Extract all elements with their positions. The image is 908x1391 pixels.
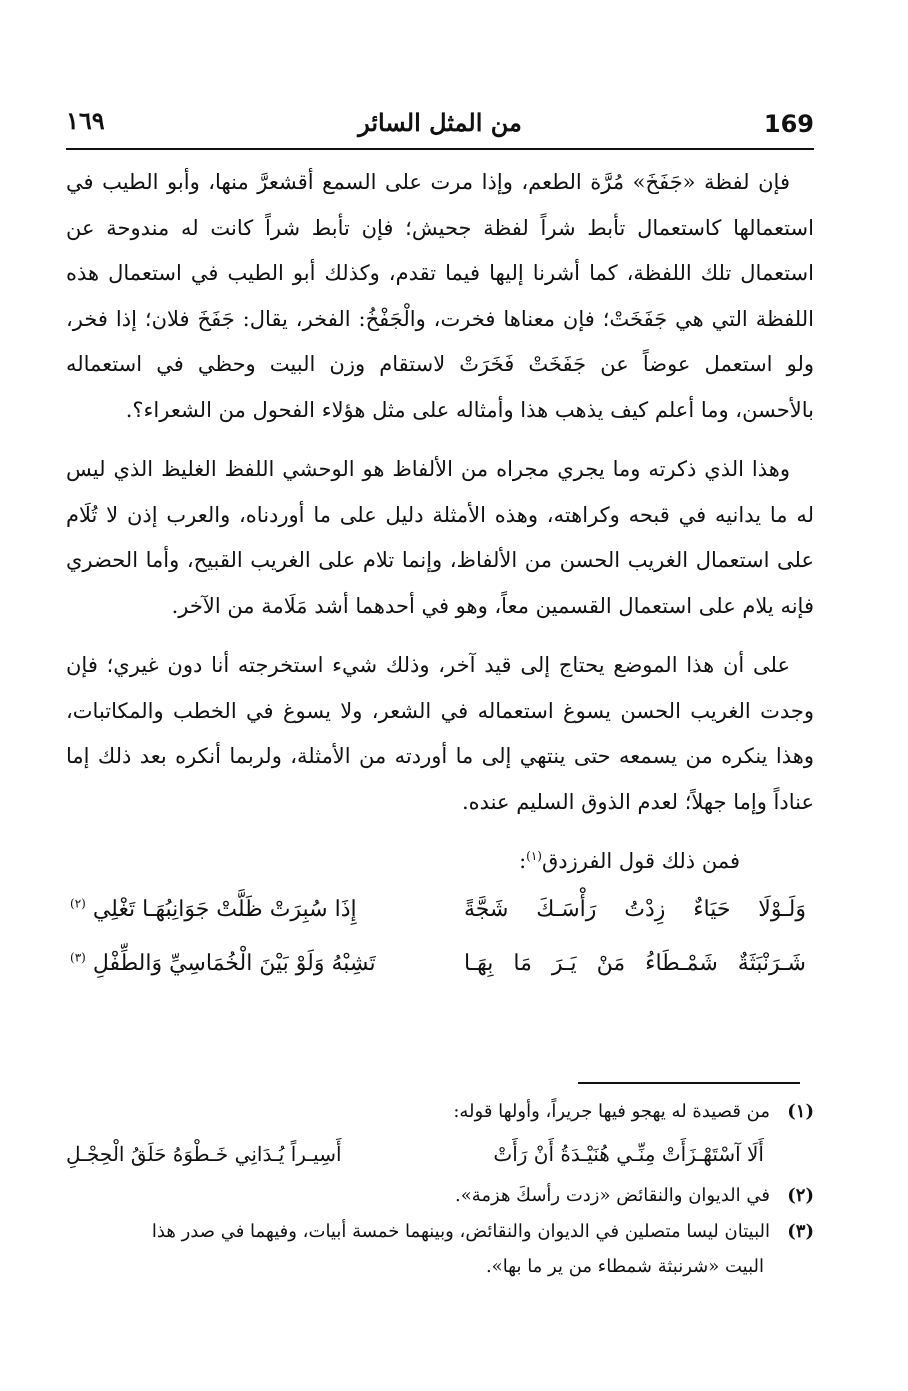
footnote-ref-3: (٣) xyxy=(70,950,86,965)
footnote-ref-1: (١) xyxy=(526,849,542,863)
footnote-2 xyxy=(66,1178,814,1214)
verse-1-second-text: إِذَا سُبِرَتْ ظَلَّتْ جَوَانِبُهَـا تَغْلِي xyxy=(92,897,357,922)
footnote-1-text: من قصيدة له يهجو فيها جريراً، وأولها قوله: xyxy=(453,1101,770,1122)
page-number-arabic: ١٦٩ xyxy=(66,106,105,135)
footnote-3-number: (٣) xyxy=(787,1221,814,1242)
footnote-2-text: في الديوان والنقائض «زدت رأسكَ هزمة». xyxy=(455,1185,770,1206)
paragraph-1: فإن لفظة «جَفَخَ» مُرَّة الطعم، وإذا مرت على السمع أقشعرَّ منها، وأبو الطيب في استعمالها كاستعمال تأبط شراً لفظة جحيش؛ فإن تأبط شراً كانت له مندوحة عن استعمال تلك اللفظة، كما أشرنا إليها فيما تقدم، وكذلك أبو الطيب في استعمال هذه اللفظة التي هي جَفَخَتْ؛ فإن معناها فخرت، والْجَفْخُ: الفخر، يقال: جَفَخَ فلان؛ إذا فخر، ولو استعمل عوضاً عن جَفَخَتْ فَخَرَتْ لاستقام وزن البيت وحظي في استعماله بالأحسن، وما أعلم كيف يذهب هذا وأمثاله على مثل هؤلاء الفحول من الشعراء؟. xyxy=(66,170,814,422)
footnote-3-continuation: البيت «شرنبثة شمطاء من ير ما بها». xyxy=(485,1256,764,1277)
running-title: من المثل السائر xyxy=(358,108,522,137)
footnote-1-verse xyxy=(66,1130,814,1178)
paragraph-2: وهذا الذي ذكرته وما يجري مجراه من الألفاظ هو الوحشي اللفظ الغليظ الذي ليس له ما يدانيه في قبحه وكراهته، وهذه الأمثلة دليل على ما أوردناه، والعرب إذن لا تُلَام على استعمال الغريب الحسن من الألفاظ، وإنما تلام على الغريب القبيح، وأما الحضري فإنه يلام على استعمال القسمين معاً، وهو في أحدهما أشد مَلَامة من الآخر. xyxy=(66,457,814,618)
verse-line-2 xyxy=(66,937,814,991)
main-text xyxy=(66,160,814,991)
page-number-latin: 169 xyxy=(763,110,814,138)
footnote-1-number: (١) xyxy=(787,1101,814,1122)
footnote-1 xyxy=(66,1094,814,1130)
footnote-1-verse-second: أَسِيـراً يُـدَانِي خَـطْوَهُ حَلَقُ الْحِجْـلِ xyxy=(66,1142,342,1166)
page-header xyxy=(66,104,814,150)
footnote-ref-2: (٢) xyxy=(70,896,86,911)
verse-intro-colon: : xyxy=(519,849,527,873)
verse-1-first-hemistich: وَلَـوْلَا حَيَاءٌ زِدْتُ رَأْسَـكَ شَجَّةً xyxy=(464,897,806,922)
footnote-3 xyxy=(66,1214,814,1250)
footnote-separator xyxy=(578,1082,800,1084)
verse-2-first-hemistich: شَـرَنْبَثَةٌ شَمْـطَاءُ مَنْ يَـرَ مَا بِهَـا xyxy=(464,951,806,976)
verse-2-second-hemistich xyxy=(66,937,464,991)
verse-2-second-text: تَشِبْهُ وَلَوْ بَيْنَ الْخُمَاسِيِّ وَالطِّفْلِ xyxy=(92,951,376,976)
verse-1-second-hemistich xyxy=(66,883,464,937)
paragraph-3: على أن هذا الموضع يحتاج إلى قيد آخر، وذلك شيء استخرجته أنا دون غيري؛ فإن وجدت الغريب الحسن يسوغ استعماله في الشعر، ولا يسوغ في الخطب والمكاتبات، وهذا ينكره من يسمعه حتى ينتهي إلى ما أوردته من الأمثلة، ولربما أنكره بعد ذلك إما عناداً وإما جهلاً؛ لعدم الذوق السليم عنده. xyxy=(66,653,814,814)
verse-intro xyxy=(66,839,814,883)
footnote-3-text: البيتان ليسا متصلين في الديوان والنقائض، وبينهما خمسة أبيات، وفيهما في صدر هذا xyxy=(151,1221,770,1242)
verse-line-1 xyxy=(66,883,814,937)
footnote-1-verse-first: أَلَا آسْتَهْـزَأَتْ مِنِّـي هُنَيْـدَةُ أَنْ رَأَتْ xyxy=(493,1142,764,1166)
verse-intro-text: فمن ذلك قول الفرزدق xyxy=(541,849,740,873)
footnote-2-number: (٢) xyxy=(787,1185,814,1206)
footnotes xyxy=(66,1094,814,1284)
